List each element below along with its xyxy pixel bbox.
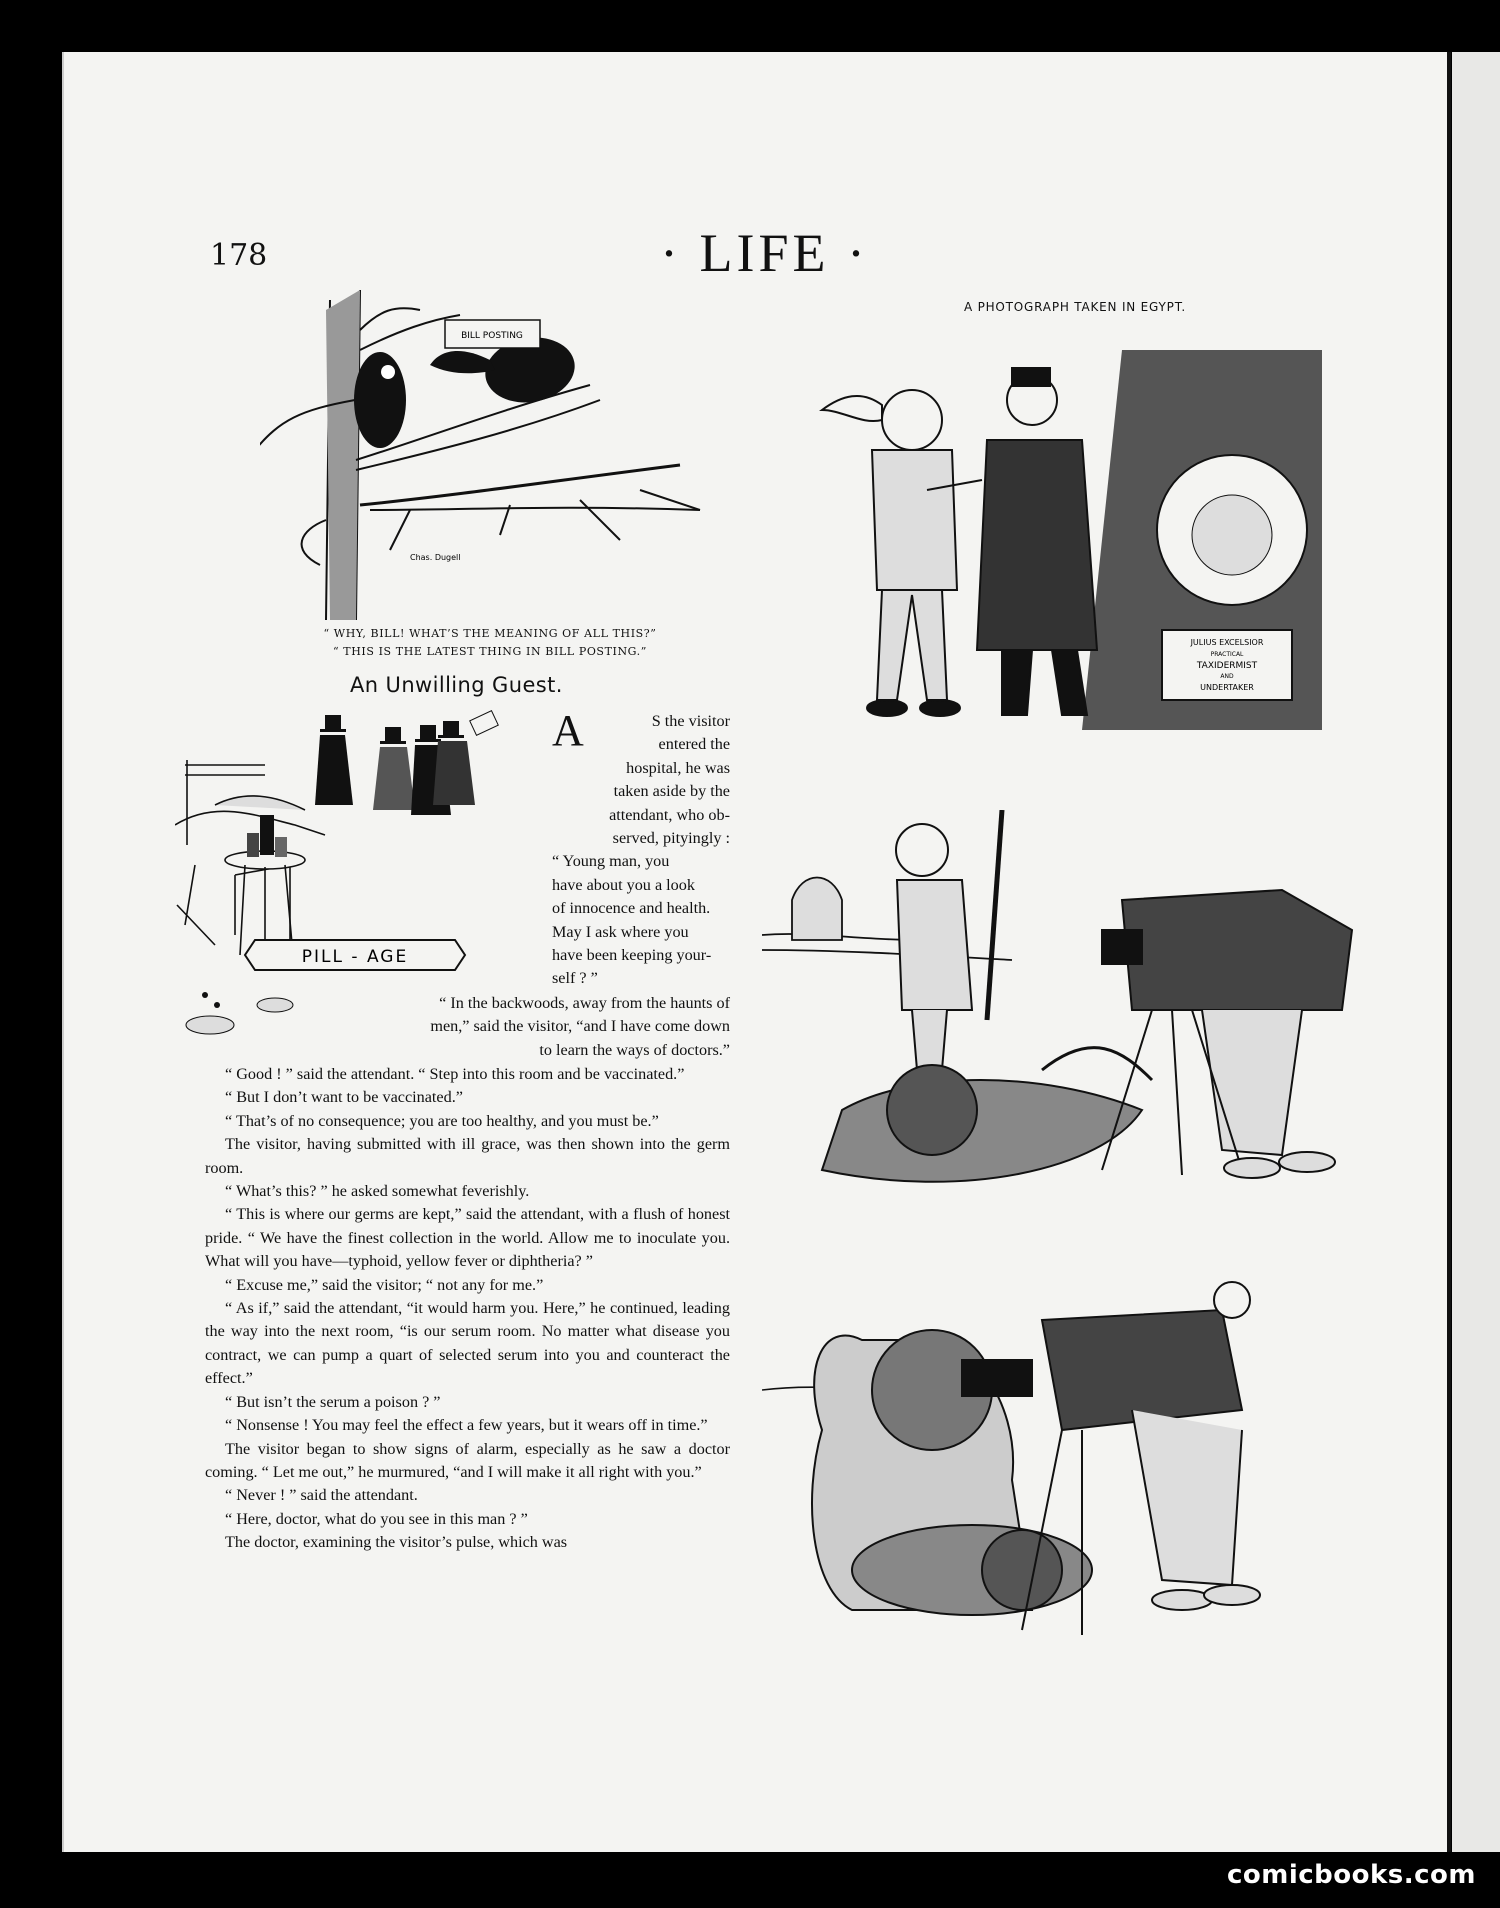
body-paragraph: “ Never ! ” said the attendant. <box>225 1486 418 1505</box>
opening-line: taken aside by the <box>613 782 730 801</box>
body-paragraph: “ That’s of no consequence; you are too healthy, and you must be.” <box>225 1111 659 1130</box>
taxidermist-sign-line-2: PRACTICAL <box>1210 651 1244 658</box>
opening-line: “ Young man, you <box>552 852 670 871</box>
body-paragraph: The visitor, having submitted with ill grace, was then shown into the germ room. <box>205 1135 730 1177</box>
wrap-line: men,” said the visitor, “and I have come down <box>430 1017 730 1036</box>
opening-line: have about you a look <box>552 875 695 894</box>
artist-signature: Chas. Dugell <box>410 553 461 562</box>
opening-line: self ? ” <box>552 969 598 988</box>
bill-posting-cartoon <box>260 290 720 620</box>
body-paragraph: The doctor, examining the visitor’s pulse, which was <box>225 1533 568 1552</box>
taxidermist-sign-line-4: AND <box>1220 673 1234 680</box>
body-paragraph: “ Nonsense ! You may feel the effect a few years, but it wears off in time.” <box>225 1416 708 1435</box>
article-body <box>205 1063 730 1555</box>
page-gutter <box>1447 52 1451 1852</box>
body-paragraph: “ What’s this? ” he asked somewhat feverishly. <box>225 1182 530 1201</box>
opening-line: S the visitor <box>651 712 730 730</box>
body-paragraph: “ Here, doctor, what do you see in this man ? ” <box>225 1509 528 1528</box>
pill-age-banner: PILL - AGE <box>301 947 409 967</box>
opening-line: hospital, he was <box>626 758 730 777</box>
cartoon-caption <box>255 625 725 661</box>
egypt-panel-3 <box>762 1280 1362 1660</box>
opening-line: of innocence and health. <box>552 899 711 918</box>
body-paragraph: “ As if,” said the attendant, “it would harm you. Here,” he continued, leading the way into the next room, “is our serum room. No matter what disease you contract, we can pump a quart of selected serum into you and counteract the effect.” <box>205 1299 730 1388</box>
opening-line: May I ask where you <box>552 922 689 941</box>
taxidermist-sign-line-5: UNDERTAKER <box>1200 683 1254 692</box>
sign-text: BILL POSTING <box>461 331 523 341</box>
opening-line: entered the <box>658 735 730 754</box>
watermark: comicbooks.com <box>1226 1860 1476 1890</box>
caption-line-1: “ WHY, BILL! WHAT’S THE MEANING OF ALL THIS?” <box>323 627 657 640</box>
facing-page-edge <box>1452 52 1500 1852</box>
opening-line: have been keeping your- <box>552 946 712 965</box>
egypt-panel-1 <box>762 350 1322 740</box>
page-number: 178 <box>210 238 268 273</box>
body-paragraph: “ Good ! ” said the attendant. “ Step into this room and be vaccinated.” <box>225 1065 685 1083</box>
magazine-title: · LIFE · <box>660 223 869 283</box>
dropcap: A <box>552 706 584 755</box>
body-paragraph: “ But isn’t the serum a poison ? ” <box>225 1392 441 1411</box>
body-paragraph: “ This is where our germs are kept,” said the attendant, with a flush of honest pride. “ We have the finest collection in the world. Allow me to inoculate you. What will you have—typhoid, yellow fever or diphtheria? ” <box>205 1205 730 1271</box>
body-paragraphs <box>205 1063 730 1555</box>
caption-line-2: “ THIS IS THE LATEST THING IN BILL POSTING.” <box>332 645 647 658</box>
taxidermist-sign-line-3: TAXIDERMIST <box>1196 661 1258 671</box>
wrap-line: to learn the ways of doctors.” <box>539 1040 730 1059</box>
body-paragraph: “ Excuse me,” said the visitor; “ not any for me.” <box>225 1275 544 1294</box>
owl-figure <box>354 352 406 448</box>
right-cartoon-caption: A PHOTOGRAPH TAKEN IN EGYPT. <box>963 300 1187 314</box>
article-opening <box>552 706 730 991</box>
opening-line: attendant, who ob- <box>609 805 730 824</box>
wrap-line: “ In the backwoods, away from the haunts of <box>439 994 730 1012</box>
opening-line: served, pityingly : <box>612 829 730 848</box>
article-title: An Unwilling Guest. <box>350 673 563 697</box>
body-paragraph: “ But I don’t want to be vaccinated.” <box>225 1088 463 1107</box>
body-paragraph: The visitor began to show signs of alarm, especially as he saw a doctor coming. “ Let me out,” he murmured, “and I will make it all right with you.” <box>205 1439 730 1481</box>
article-wrap-text <box>250 992 730 1062</box>
taxidermist-sign-line-1: JULIUS EXCELSIOR <box>1190 638 1264 647</box>
wrap-lines <box>250 992 730 1062</box>
egypt-panel-2 <box>762 810 1362 1220</box>
